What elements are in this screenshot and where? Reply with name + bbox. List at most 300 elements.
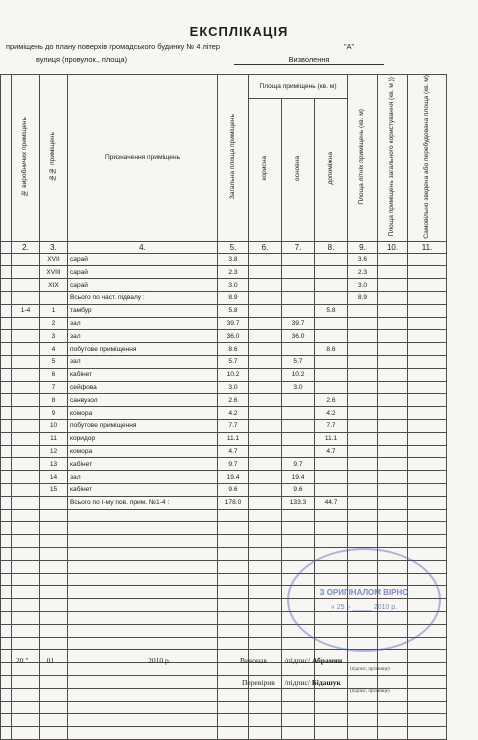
table-cell (40, 522, 68, 535)
table-cell: 8.9 (218, 292, 249, 305)
table-cell: побутове приміщення (68, 420, 218, 433)
table-cell: коридор (68, 432, 218, 445)
table-cell: 4.2 (218, 407, 249, 420)
table-cell (1, 368, 12, 381)
table-cell (408, 420, 447, 433)
table-cell: 8.6 (315, 343, 348, 356)
table-cell (12, 394, 40, 407)
table-cell (408, 535, 447, 548)
table-cell (1, 496, 12, 509)
table-cell (218, 727, 249, 740)
table-cell (12, 727, 40, 740)
table-cell (408, 650, 447, 663)
header-useful: корисна (249, 98, 282, 241)
table-cell (378, 266, 408, 279)
table-cell (408, 496, 447, 509)
table-cell (408, 279, 447, 292)
table-cell: 1 (40, 304, 68, 317)
table-cell (1, 560, 12, 573)
table-cell (249, 701, 282, 714)
table-cell (1, 279, 12, 292)
table-cell (282, 343, 315, 356)
table-cell: 3.0 (218, 381, 249, 394)
table-cell (348, 484, 378, 497)
table-cell (1, 330, 12, 343)
table-cell (348, 701, 378, 714)
table-cell (1, 304, 12, 317)
table-cell (249, 637, 282, 650)
table-cell (378, 458, 408, 471)
subtitle-line-2 (36, 55, 330, 64)
table-cell (249, 394, 282, 407)
table-cell (218, 624, 249, 637)
table-cell: 10.2 (218, 368, 249, 381)
table-cell (249, 496, 282, 509)
table-cell (378, 420, 408, 433)
table-cell: 5 (40, 356, 68, 369)
table-cell (1, 292, 12, 305)
table-cell (348, 535, 378, 548)
table-cell (12, 407, 40, 420)
table-cell (1, 650, 12, 663)
table-cell: 9.6 (218, 484, 249, 497)
table-cell (12, 330, 40, 343)
table-cell: Всього по І-му пов. прим. №1-4 : (68, 496, 218, 509)
table-cell (12, 471, 40, 484)
table-cell (1, 573, 12, 586)
header-total-area: Загальна площа приміщень (218, 75, 249, 242)
table-cell (408, 522, 447, 535)
table-cell (1, 420, 12, 433)
table-cell: сарай (68, 253, 218, 266)
table-cell: кабінет (68, 368, 218, 381)
table-cell (1, 394, 12, 407)
table-cell: Всього по част. підвалу : (68, 292, 218, 305)
table-cell: 11 (40, 432, 68, 445)
table-cell (12, 573, 40, 586)
table-cell (282, 701, 315, 714)
table-cell: зал (68, 356, 218, 369)
subtitle-line-1 (6, 42, 355, 51)
table-cell (315, 317, 348, 330)
table-cell (1, 727, 12, 740)
table-cell (40, 612, 68, 625)
header-room-no: №№ приміщень (40, 75, 68, 242)
table-cell (348, 496, 378, 509)
table-cell (348, 458, 378, 471)
table-cell (378, 727, 408, 740)
table-cell (1, 586, 12, 599)
table-cell (249, 368, 282, 381)
executed-sign: /підпис/ (284, 656, 311, 665)
table-cell (12, 381, 40, 394)
table-cell (378, 394, 408, 407)
table-cell (348, 407, 378, 420)
table-cell (12, 484, 40, 497)
table-cell (1, 509, 12, 522)
table-cell: 4.2 (315, 407, 348, 420)
table-cell (1, 356, 12, 369)
table-cell (408, 253, 447, 266)
table-cell (408, 471, 447, 484)
table-row (1, 330, 447, 343)
table-cell (315, 253, 348, 266)
table-cell (378, 522, 408, 535)
table-cell (315, 330, 348, 343)
table-cell (282, 688, 315, 701)
table-cell (249, 560, 282, 573)
header-common-area: Площа приміщень загального користування (кв. м )) (378, 75, 408, 242)
table-cell (315, 484, 348, 497)
table-cell (348, 420, 378, 433)
table-cell: 5.7 (282, 356, 315, 369)
table-cell: 4.7 (218, 445, 249, 458)
column-number (1, 241, 12, 253)
table-cell (378, 381, 408, 394)
table-row (1, 394, 447, 407)
table-cell (40, 509, 68, 522)
table-cell (218, 599, 249, 612)
table-row (1, 701, 447, 714)
table-cell (315, 381, 348, 394)
table-cell (348, 330, 378, 343)
table-cell (282, 445, 315, 458)
table-cell: санвузол (68, 394, 218, 407)
table-cell (12, 714, 40, 727)
table-cell: 7.7 (218, 420, 249, 433)
table-cell (249, 535, 282, 548)
table-row (1, 445, 447, 458)
table-cell: 9.7 (218, 458, 249, 471)
table-cell (408, 394, 447, 407)
table-cell (408, 330, 447, 343)
table-cell: 7.7 (315, 420, 348, 433)
table-cell: комора (68, 445, 218, 458)
table-cell (378, 509, 408, 522)
table-row (1, 458, 447, 471)
table-cell (378, 496, 408, 509)
table-cell (12, 356, 40, 369)
table-cell: 6 (40, 368, 68, 381)
table-cell (249, 445, 282, 458)
stamp-date: « 25 » _____ 2010 р. (330, 604, 398, 611)
table-row (1, 317, 447, 330)
table-cell (282, 548, 315, 561)
table-cell (282, 420, 315, 433)
table-row (1, 420, 447, 433)
header-main: основна (282, 98, 315, 241)
table-cell (348, 509, 378, 522)
table-cell: 14 (40, 471, 68, 484)
table-cell (378, 675, 408, 688)
table-cell (249, 317, 282, 330)
table-cell (249, 612, 282, 625)
table-cell (348, 675, 378, 688)
table-cell (408, 458, 447, 471)
table-cell (12, 496, 40, 509)
table-cell (408, 381, 447, 394)
street-label: вулиця (провулок., площа) (36, 55, 128, 64)
table-cell: 9.6 (282, 484, 315, 497)
table-cell: 3.8 (218, 253, 249, 266)
table-cell (378, 304, 408, 317)
header-area-group: Площа приміщень (кв. м) (249, 75, 348, 99)
table-cell (315, 727, 348, 740)
table-cell (40, 637, 68, 650)
table-cell (68, 586, 218, 599)
table-cell: сарай (68, 266, 218, 279)
table-cell: 11.1 (218, 432, 249, 445)
table-cell (1, 535, 12, 548)
table-cell (218, 586, 249, 599)
table-cell (1, 471, 12, 484)
table-row (1, 304, 447, 317)
table-cell (348, 394, 378, 407)
table-row (1, 675, 447, 688)
table-cell (315, 714, 348, 727)
table-cell (378, 432, 408, 445)
table-cell (12, 317, 40, 330)
table-cell: 9 (40, 407, 68, 420)
table-cell (282, 407, 315, 420)
column-number-row (1, 241, 447, 253)
table-cell: 36.0 (282, 330, 315, 343)
checked-sign: /підпис/ (284, 678, 310, 687)
table-cell (249, 266, 282, 279)
table-cell (315, 701, 348, 714)
table-cell (249, 381, 282, 394)
footer-checked (242, 678, 341, 687)
executed-name: Абрамян (311, 656, 343, 665)
table-cell (348, 432, 378, 445)
table-cell (1, 317, 12, 330)
table-cell (68, 560, 218, 573)
table-cell (12, 586, 40, 599)
table-cell (315, 471, 348, 484)
table-row (1, 727, 447, 740)
table-cell (12, 509, 40, 522)
column-number: 11. (408, 241, 447, 253)
table-cell (1, 432, 12, 445)
table-cell (40, 586, 68, 599)
table-cell (68, 688, 218, 701)
table-cell (40, 599, 68, 612)
table-cell (408, 407, 447, 420)
table-cell: 8 (40, 394, 68, 407)
table-cell (315, 522, 348, 535)
table-cell: кабінет (68, 458, 218, 471)
table-cell (408, 432, 447, 445)
table-cell (348, 471, 378, 484)
table-cell (408, 292, 447, 305)
table-row (1, 714, 447, 727)
table-cell: 4.7 (315, 445, 348, 458)
table-cell (282, 727, 315, 740)
table-row (1, 266, 447, 279)
column-number: 6. (249, 241, 282, 253)
table-cell (378, 471, 408, 484)
table-cell (1, 599, 12, 612)
table-cell (1, 624, 12, 637)
table-cell (68, 535, 218, 548)
table-cell (40, 714, 68, 727)
table-cell (12, 432, 40, 445)
table-cell (378, 356, 408, 369)
table-cell (12, 548, 40, 561)
table-cell (12, 637, 40, 650)
table-cell (1, 675, 12, 688)
table-cell (282, 304, 315, 317)
table-cell (408, 663, 447, 676)
table-cell (1, 407, 12, 420)
table-cell: 8.6 (218, 343, 249, 356)
table-cell (1, 714, 12, 727)
header-production-no: № виробничих приміщень (12, 75, 40, 242)
table-cell (68, 624, 218, 637)
table-cell: 39.7 (218, 317, 249, 330)
table-cell (218, 535, 249, 548)
table-cell (378, 292, 408, 305)
table-cell (315, 279, 348, 292)
table-cell (408, 484, 447, 497)
table-cell (1, 612, 12, 625)
table-cell (249, 343, 282, 356)
table-cell (315, 292, 348, 305)
table-cell (249, 432, 282, 445)
table-cell: 2.3 (348, 266, 378, 279)
table-cell (249, 548, 282, 561)
table-cell (1, 637, 12, 650)
header-purpose: Призначення приміщень (68, 75, 218, 242)
column-number: 2. (12, 241, 40, 253)
table-cell (68, 714, 218, 727)
subtitle-text: приміщень до плану поверхів громадського будинку № 4 літер (6, 42, 221, 51)
table-cell (249, 458, 282, 471)
table-cell (68, 599, 218, 612)
table-row (1, 471, 447, 484)
table-cell (315, 535, 348, 548)
table-cell (408, 343, 447, 356)
table-cell (12, 688, 40, 701)
table-cell (315, 509, 348, 522)
header-auxiliary: допоміжна (315, 98, 348, 241)
table-cell (12, 253, 40, 266)
table-cell (249, 253, 282, 266)
table-cell (378, 253, 408, 266)
table-cell (315, 688, 348, 701)
table-row (1, 432, 447, 445)
table-cell (378, 279, 408, 292)
table-cell: 44.7 (315, 496, 348, 509)
table-cell (408, 368, 447, 381)
table-cell: 12 (40, 445, 68, 458)
footer-date: 20 " 01 2010 р. (16, 656, 171, 665)
table-cell (348, 714, 378, 727)
table-row (1, 343, 447, 356)
table-cell (40, 496, 68, 509)
table-cell (68, 727, 218, 740)
document-title: ЕКСПЛІКАЦІЯ (189, 24, 289, 39)
table-cell: 13 (40, 458, 68, 471)
table-cell (282, 522, 315, 535)
table-cell (315, 266, 348, 279)
table-cell (12, 612, 40, 625)
table-row (1, 356, 447, 369)
table-cell (218, 637, 249, 650)
table-cell (218, 688, 249, 701)
table-cell (12, 266, 40, 279)
table-row (1, 522, 447, 535)
table-cell (378, 650, 408, 663)
column-number: 5. (218, 241, 249, 253)
table-cell: 5.8 (218, 304, 249, 317)
table-cell: 2.6 (315, 394, 348, 407)
header-unauthorized-area: Самовільно зведена або перебудована площа (кв. м) (408, 75, 447, 242)
table-cell: комора (68, 407, 218, 420)
table-cell: 3.0 (348, 279, 378, 292)
table-cell: 39.7 (282, 317, 315, 330)
table-cell (40, 727, 68, 740)
table-cell (12, 560, 40, 573)
column-number: 8. (315, 241, 348, 253)
table-cell: сейфова (68, 381, 218, 394)
table-cell (40, 535, 68, 548)
table-cell: побутове приміщення (68, 343, 218, 356)
table-cell (1, 663, 12, 676)
footer-month: 01 (46, 656, 55, 665)
table-cell: 11.1 (315, 432, 348, 445)
footer-year: 2010 (148, 656, 164, 665)
table-cell (408, 701, 447, 714)
table-cell (249, 599, 282, 612)
table-cell (1, 458, 12, 471)
table-cell (68, 509, 218, 522)
column-number: 10. (378, 241, 408, 253)
table-cell (12, 599, 40, 612)
table-cell: зал (68, 471, 218, 484)
header-summer-area: Площа літніх приміщень (кв. м) (348, 75, 378, 242)
table-row (1, 407, 447, 420)
table-cell (40, 292, 68, 305)
table-cell (12, 522, 40, 535)
checked-label: Перевірив (242, 678, 275, 687)
footer-year-suffix: р. (164, 656, 171, 665)
table-cell (40, 560, 68, 573)
table-cell (218, 560, 249, 573)
table-cell: зал (68, 330, 218, 343)
table-cell (1, 253, 12, 266)
table-cell: 1-4 (12, 304, 40, 317)
liter-value: "А" (344, 42, 355, 51)
table-cell (12, 458, 40, 471)
table-cell (218, 612, 249, 625)
table-cell (348, 368, 378, 381)
table-cell: 19.4 (218, 471, 249, 484)
table-cell (1, 266, 12, 279)
checked-name: Бідашук (311, 678, 341, 687)
table-cell (249, 471, 282, 484)
table-cell (378, 317, 408, 330)
table-cell (249, 279, 282, 292)
table-cell (408, 356, 447, 369)
table-cell (249, 688, 282, 701)
table-cell (315, 356, 348, 369)
table-cell (249, 624, 282, 637)
table-cell: 10 (40, 420, 68, 433)
table-cell (378, 701, 408, 714)
table-cell (12, 624, 40, 637)
table-cell (282, 394, 315, 407)
